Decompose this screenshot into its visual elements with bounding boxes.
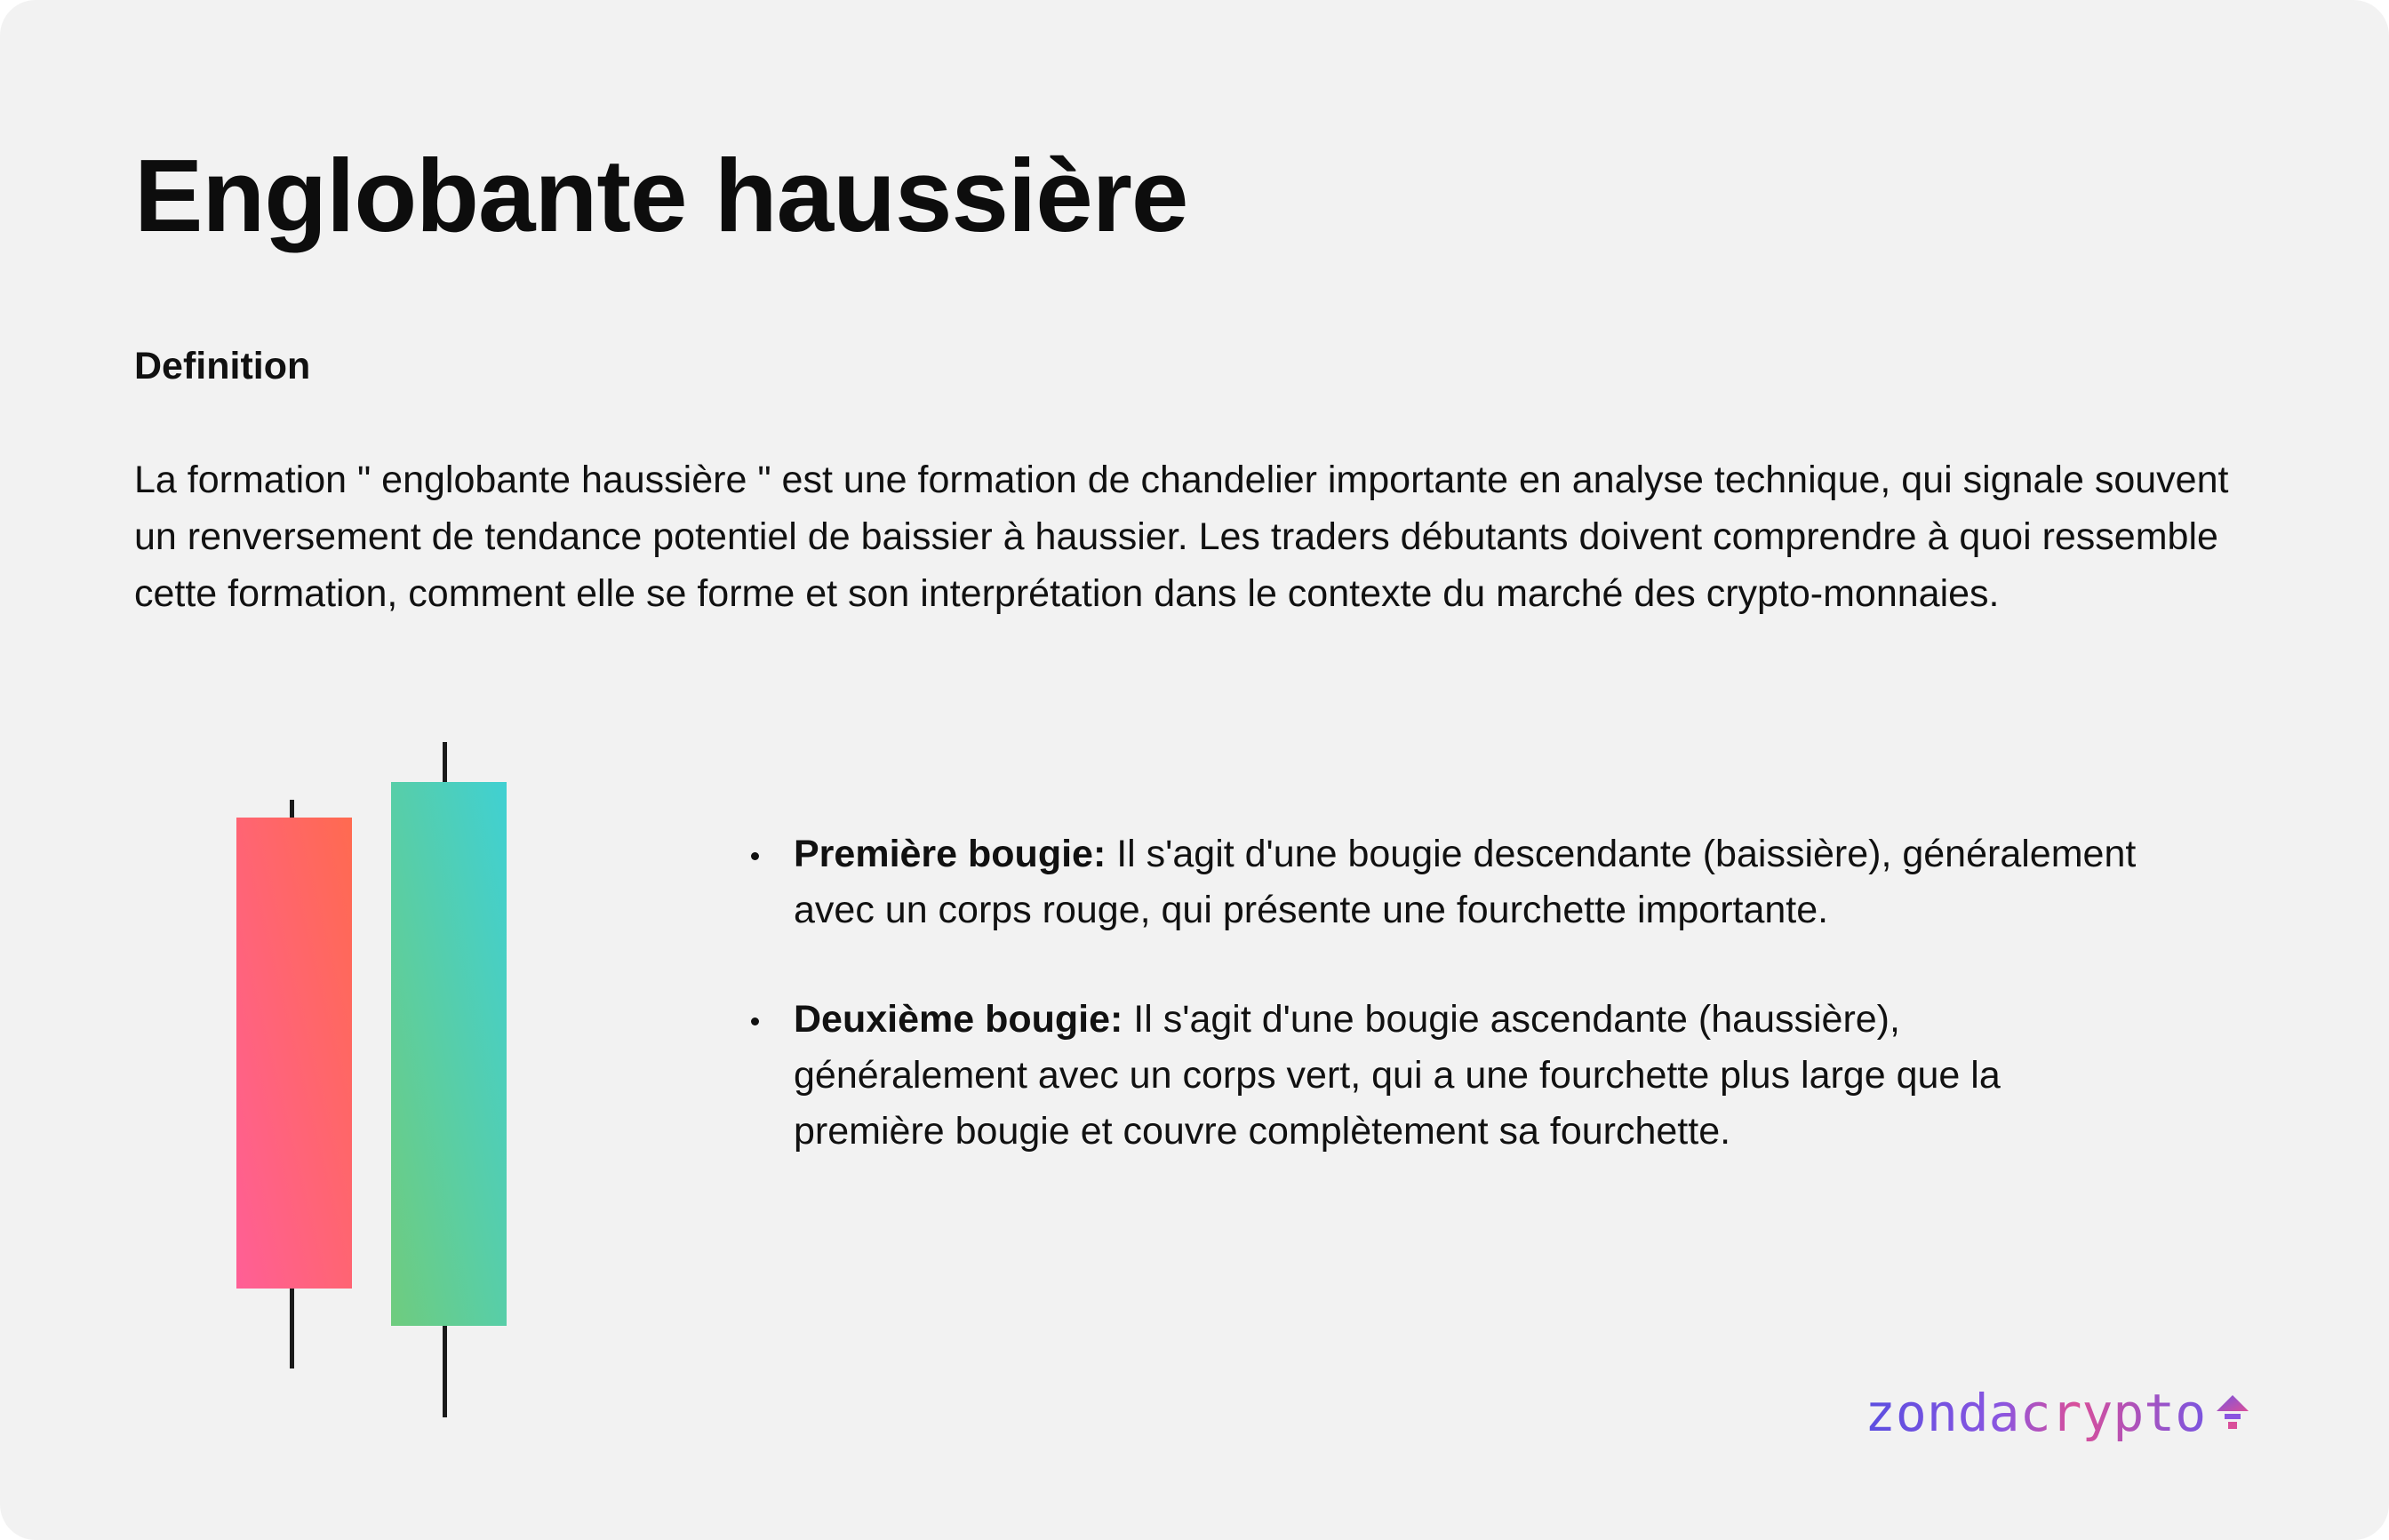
zonda-mushroom-icon [2211,1390,2254,1436]
bullet-text: Il s'agit d'une bougie ascendante (haussière), généralement avec un corps vert, qui a une fourchette plus large que la première bougie et couvre complètement sa fourchette. [794,998,2001,1153]
bullish-candle [391,742,507,1417]
brand-name: zondacrypto [1865,1383,2207,1443]
brand-logo [1865,1382,2254,1444]
bullet-label: Première bougie: [794,833,1107,875]
candle-description-list [751,826,2137,1213]
page-title: Englobante haussière [134,138,1188,253]
definition-heading: Definition [134,345,311,387]
bullish-candle-body [391,782,507,1326]
candlestick-illustration [213,738,551,1422]
bullet-text: Il s'agit d'une bougie descendante (baissière), généralement avec un corps rouge, qui présente une fourchette importante. [794,833,2137,931]
bullet-label: Deuxième bougie: [794,998,1123,1041]
bearish-candle [236,800,352,1368]
bullet-dot [751,1017,759,1025]
list-item [751,826,2137,938]
list-item [751,992,2137,1160]
bullet-dot [751,852,759,860]
intro-paragraph: La formation " englobante haussière " est une formation de chandelier importante en analyse technique, qui signale souvent un renversement de tendance potentiel de baissier à haussier. Les traders débutants doivent comprendre à quoi ressemble cette formation, comment elle se forme et son interprétation dans le contexte du marché des crypto-monnaies. [134,459,2229,615]
bearish-candle-body [236,818,352,1289]
